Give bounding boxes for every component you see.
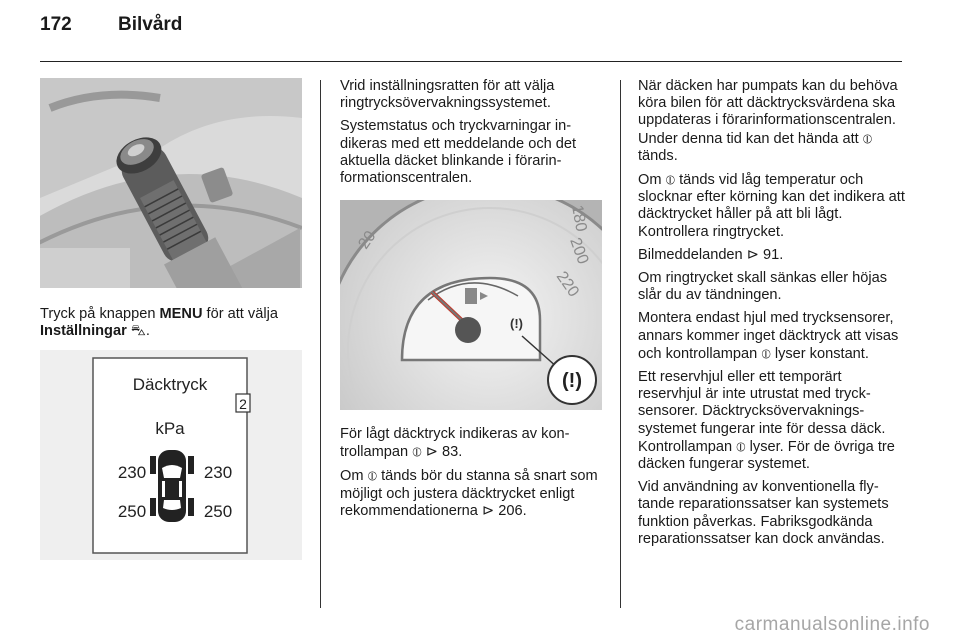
col1-text [40, 306, 310, 346]
column-divider-1 [320, 80, 321, 608]
tpms-glyph-icon: ⦶ [367, 468, 378, 484]
instruction-pre: Tryck på knappen [40, 306, 160, 322]
tpms-glyph-icon: ⦶ [761, 345, 771, 361]
col3-paragraph-5 [638, 310, 906, 363]
speed-label-20: 20 [355, 227, 380, 253]
p4-pre: Om [340, 468, 368, 485]
col2-text-bottom [340, 426, 610, 526]
fuel-pump-icon [465, 288, 477, 304]
col3-text [638, 78, 906, 554]
menu-button-label: MENU [159, 306, 203, 322]
c3p5-pre: Montera endast hjul med trycksensorer, annars kommer inget däcktryck att visas och kontrollampan [638, 310, 899, 362]
stalk-photo [40, 78, 302, 288]
chapter-title: Bilvård [118, 14, 183, 35]
col3-paragraph-7: Vid användning av konventionella flytande reparationssatser kan systemets funktion påverkas. Fabriksgodkända reparationssatser kan dock användas. [638, 479, 889, 547]
instruction-post: . [145, 323, 150, 340]
settings-label: Inställningar [40, 323, 127, 340]
instruction-mid: för att välja [202, 306, 278, 322]
col2-paragraph-3 [340, 426, 610, 461]
tire-pressure-display [40, 350, 302, 560]
front-right-pressure: 230 [203, 463, 233, 482]
p3-ref: ⊳ 83. [421, 444, 463, 461]
col3-paragraph-2 [638, 171, 906, 241]
speed-label-220: 220 [552, 268, 582, 301]
col2-paragraph-1: Vrid inställningsratten för att välja ringtrycksövervakningssystemet. [340, 78, 555, 112]
instrument-cluster-figure [340, 200, 602, 410]
watermark-footer: carmanualsonline.info [734, 614, 930, 635]
col3-paragraph-1 [638, 78, 906, 165]
page-number: 172 [40, 14, 72, 35]
speed-label-200: 200 [566, 235, 592, 267]
c3p6-post: lyser. För de övriga tre däcken fungerar systemet. [638, 438, 895, 473]
tpms-glyph-icon: ⦶ [665, 172, 676, 188]
header-rule [40, 61, 902, 62]
col2-paragraph-2: Systemstatus och tryckvarningar indikeras med ett meddelande och det aktuella däcket blinkande i förarinformationscentralen. [340, 118, 577, 187]
col3-paragraph-6 [638, 369, 906, 473]
tpms-warning-icon-large: (!) [562, 370, 582, 392]
menu-instruction [40, 306, 310, 340]
c3p1-post: tänds. [638, 147, 678, 164]
car-settings-icon: ⛍ [130, 323, 146, 340]
col3-paragraph-4: Om ringtrycket skall sänkas eller höjas slår du av tändningen. [638, 270, 887, 304]
speed-label-180: 180 [568, 203, 590, 233]
c3p1-pre: När däcken har pumpats kan du behöva köra bilen för att däcktrycksvärdena ska uppdateras i förarinformationscentralen. Under denna tid kan det hända att [638, 78, 898, 147]
c3p5-post: lyser konstant. [770, 345, 869, 362]
display-title: Däcktryck [132, 375, 208, 394]
column-divider-2 [620, 80, 621, 608]
tpms-lamp-icon: (!) [510, 316, 523, 331]
front-left-pressure: 230 [117, 463, 147, 482]
p4-post: tänds bör du stanna så snart som möjligt och justera däcktrycket enligt rekommendationerna ⊳ 206. [340, 468, 598, 519]
c3p2-pre: Om [638, 172, 666, 189]
display-page-indicator: 2 [239, 396, 247, 412]
instrument-cluster [340, 200, 602, 410]
tpms-glyph-icon: ⦶ [862, 130, 873, 146]
tire-pressure-display-figure [40, 350, 302, 560]
rear-right-pressure: 250 [203, 502, 233, 521]
rear-left-pressure: 250 [117, 502, 147, 521]
col3-paragraph-3: Bilmeddelanden ⊳ 91. [638, 246, 784, 263]
p3-pre: För lågt däcktryck indikeras av kontrollampan [340, 426, 570, 461]
display-unit: kPa [155, 419, 185, 438]
tpms-glyph-icon: ⦶ [412, 444, 422, 460]
col2-paragraph-4 [340, 467, 610, 520]
col2-text-top [340, 78, 605, 193]
c3p2-post: tänds vid låg temperatur och slocknar efter körning kan det indikera att däcktrycket håller på att bli lågt. Kontrollera ringtrycket. [638, 172, 905, 240]
c3p6-pre: Ett reservhjul eller ett temporärt reservhjul är inte utrustat med trycksensorer. Däcktrycksövervakningssystemet fungerar inte för dessa däck. Kontrollampan [638, 369, 886, 455]
stalk-illustration [40, 78, 302, 288]
tpms-glyph-icon: ⦶ [736, 438, 746, 454]
